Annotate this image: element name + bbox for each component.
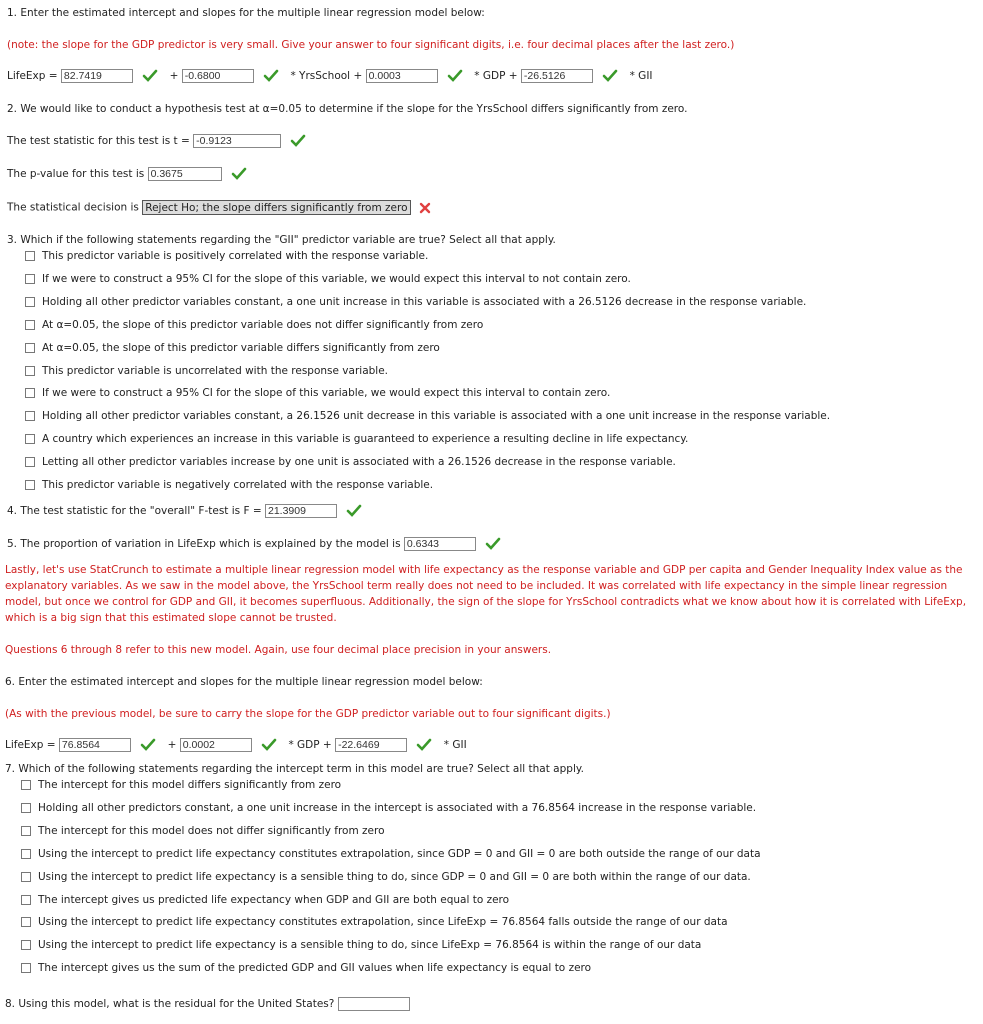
q7-option xyxy=(21,961,591,975)
q3-option-checkbox[interactable] xyxy=(25,480,35,490)
q1-gii-slope-input[interactable]: -26.5126 xyxy=(521,69,593,83)
q7-option-label: Using the intercept to predict life expectancy constitutes extrapolation, since GDP = 0 and GII = 0 are both outside the range of our data xyxy=(38,847,761,860)
q3-option xyxy=(25,341,440,355)
q2-p-input[interactable]: 0.3675 xyxy=(148,167,222,181)
q7-option xyxy=(21,847,761,861)
q6-gdp-slope-input[interactable]: 0.0002 xyxy=(180,738,252,752)
q7-option-checkbox[interactable] xyxy=(21,917,31,927)
q7-option-checkbox[interactable] xyxy=(21,872,31,882)
q3-option xyxy=(25,272,631,286)
check-icon xyxy=(263,69,279,83)
q3-option-checkbox[interactable] xyxy=(25,388,35,398)
q3-option-label: If we were to construct a 95% CI for the slope of this variable, we would expect this interval to contain zero. xyxy=(42,387,611,400)
q7-option-label: Using the intercept to predict life expectancy constitutes extrapolation, since LifeExp = 76.8564 falls outside the range of our data xyxy=(38,916,728,929)
q7-option-checkbox[interactable] xyxy=(21,940,31,950)
check-icon xyxy=(602,69,618,83)
q6-intercept-input[interactable]: 76.8564 xyxy=(59,738,131,752)
q2-t-row xyxy=(7,134,314,148)
q7-option xyxy=(21,893,509,907)
q3-option-checkbox[interactable] xyxy=(25,366,35,376)
q7-option xyxy=(21,824,385,838)
check-icon xyxy=(346,504,362,518)
q2-p-label: The p-value for this test is xyxy=(7,168,145,180)
check-icon xyxy=(261,738,277,752)
q3-option-checkbox[interactable] xyxy=(25,434,35,444)
q7-title: 7. Which of the following statements regarding the intercept term in this model are true? Select all that apply. xyxy=(5,763,584,775)
q5-r2-input[interactable]: 0.6343 xyxy=(404,537,476,551)
q5-label: 5. The proportion of variation in LifeExp which is explained by the model is xyxy=(7,538,401,550)
q3-option-label: This predictor variable is negatively correlated with the response variable. xyxy=(42,479,434,491)
q3-option-label: At α=0.05, the slope of this predictor variable differs significantly from zero xyxy=(42,341,440,354)
q3-option xyxy=(25,318,483,332)
q6-note: (As with the previous model, be sure to carry the slope for the GDP predictor variable out to four significant digits.) xyxy=(5,708,611,720)
q8-label: 8. Using this model, what is the residual for the United States? xyxy=(5,998,335,1010)
q2-p-row xyxy=(7,167,255,181)
q1-intercept-input[interactable]: 82.7419 xyxy=(61,69,133,83)
check-icon xyxy=(142,69,158,83)
q3-option-checkbox[interactable] xyxy=(25,251,35,261)
instruction-questions-6-8: Questions 6 through 8 refer to this new model. Again, use four decimal place precision in your answers. xyxy=(5,644,552,656)
q3-option-label: Letting all other predictor variables increase by one unit is associated with a 26.1526 decrease in the response variable. xyxy=(42,456,676,469)
q2-decision-row xyxy=(7,200,432,215)
q3-option xyxy=(25,478,433,492)
q3-option xyxy=(25,249,428,263)
q7-option-checkbox[interactable] xyxy=(21,963,31,973)
q6-gii-slope-input[interactable]: -22.6469 xyxy=(335,738,407,752)
q7-option-label: The intercept gives us predicted life expectancy when GDP and GII are both equal to zero xyxy=(38,893,510,906)
q1-term-gdp: * GDP + xyxy=(474,70,518,82)
q3-option-checkbox[interactable] xyxy=(25,343,35,353)
q7-option-label: The intercept for this model does not differ significantly from zero xyxy=(38,824,385,837)
q3-option xyxy=(25,455,676,469)
q2-title: 2. We would like to conduct a hypothesis test at α=0.05 to determine if the slope for the YrsSchool differs significantly from zero. xyxy=(7,103,688,115)
q1-equation xyxy=(7,69,653,83)
q3-option-label: At α=0.05, the slope of this predictor variable does not differ significantly from zero xyxy=(42,318,484,331)
q8-row xyxy=(5,997,410,1011)
q1-note: (note: the slope for the GDP predictor is very small. Give your answer to four significant digits, i.e. four decimal places after the last zero.) xyxy=(7,39,735,51)
check-icon xyxy=(485,537,501,551)
q1-term-gii: * GII xyxy=(629,70,653,82)
q1-plus: + xyxy=(169,70,179,82)
q7-option-label: Using the intercept to predict life expectancy is a sensible thing to do, since GDP = 0 and GII = 0 are both within the range of our data. xyxy=(38,870,751,883)
q6-plus: + xyxy=(167,739,177,751)
q2-decision-label: The statistical decision is xyxy=(7,201,139,214)
q3-option-label: This predictor variable is uncorrelated with the response variable. xyxy=(42,364,389,377)
q3-option xyxy=(25,432,688,446)
q1-gdp-slope-input[interactable]: 0.0003 xyxy=(366,69,438,83)
q7-option-label: The intercept gives us the sum of the predicted GDP and GII values when life expectancy is equal to zero xyxy=(38,962,592,975)
q7-option-checkbox[interactable] xyxy=(21,780,31,790)
q4-row xyxy=(7,504,370,518)
x-icon xyxy=(418,201,432,215)
check-icon xyxy=(416,738,432,752)
q4-label: 4. The test statistic for the "overall" F-test is F = xyxy=(7,505,262,517)
q3-option-checkbox[interactable] xyxy=(25,297,35,307)
q3-option-checkbox[interactable] xyxy=(25,320,35,330)
q3-title: 3. Which if the following statements regarding the "GII" predictor variable are true? Select all that apply. xyxy=(7,234,556,246)
q3-option-checkbox[interactable] xyxy=(25,411,35,421)
q2-t-label: The test statistic for this test is t = xyxy=(7,135,190,147)
q6-lhs: LifeExp = xyxy=(5,739,56,751)
check-icon xyxy=(231,167,247,181)
q7-option xyxy=(21,938,701,952)
q6-title: 6. Enter the estimated intercept and slopes for the multiple linear regression model below: xyxy=(5,676,483,688)
q4-f-input[interactable]: 21.3909 xyxy=(265,504,337,518)
q7-option-checkbox[interactable] xyxy=(21,803,31,813)
q3-option xyxy=(25,386,610,400)
q3-option-checkbox[interactable] xyxy=(25,457,35,467)
q3-option xyxy=(25,409,830,423)
q8-residual-input[interactable] xyxy=(338,997,410,1011)
q3-option-label: A country which experiences an increase in this variable is guaranteed to experience a resulting decline in life expectancy. xyxy=(42,433,689,446)
q6-term-gdp: * GDP + xyxy=(288,739,332,751)
q7-option xyxy=(21,915,728,929)
q2-t-input[interactable]: -0.9123 xyxy=(193,134,281,148)
q3-option xyxy=(25,364,388,378)
q3-option-label: Holding all other predictor variables constant, a 26.1526 unit decrease in this variable is associated with a one unit increase in the response variable. xyxy=(42,410,831,423)
q3-option-label: If we were to construct a 95% CI for the slope of this variable, we would expect this interval to not contain zero. xyxy=(42,272,631,285)
q7-option-checkbox[interactable] xyxy=(21,826,31,836)
q7-option-label: The intercept for this model differs significantly from zero xyxy=(38,779,342,791)
q7-option-label: Holding all other predictors constant, a one unit increase in the intercept is associated with a 76.8564 increase in the response variable. xyxy=(38,801,757,814)
q2-decision-select[interactable]: Reject Ho; the slope differs significantly from zero xyxy=(142,200,410,215)
q7-option-label: Using the intercept to predict life expectancy is a sensible thing to do, since LifeExp = 76.8564 is within the range of our data xyxy=(38,939,702,952)
q3-option-label: Holding all other predictor variables constant, a one unit increase in this variable is associated with a 26.5126 decrease in the response variable. xyxy=(42,295,807,308)
instruction-paragraph: Lastly, let's use StatCrunch to estimate a multiple linear regression model with life expectancy as the response variable and GDP per capita and Gender Inequality Index value as the explanatory variables. As we saw in the model above, the YrsSchool term really does not need to be included. It was correlated with life expectancy in the simple linear regression model, but once we control for GDP and GII, it becomes superfluous. Additionally, the sign of the slope for YrsSchool contradicts what we know about how it is correlated with LifeExp, which is a big sign that this estimated slope cannot be trusted. xyxy=(5,564,967,624)
q7-option xyxy=(21,778,341,792)
check-icon xyxy=(447,69,463,83)
check-icon xyxy=(290,134,306,148)
q5-row xyxy=(7,537,509,551)
q7-option xyxy=(21,870,751,884)
q1-term-yrsschool: * YrsSchool + xyxy=(290,70,363,82)
q6-equation xyxy=(5,738,467,752)
check-icon xyxy=(140,738,156,752)
q7-option xyxy=(21,801,756,815)
q6-term-gii: * GII xyxy=(443,739,467,751)
q1-lhs: LifeExp = xyxy=(7,70,58,82)
q7-option-checkbox[interactable] xyxy=(21,849,31,859)
q1-yrsschool-slope-input[interactable]: -0.6800 xyxy=(182,69,254,83)
q3-option xyxy=(25,295,806,309)
q3-option-label: This predictor variable is positively correlated with the response variable. xyxy=(42,250,429,262)
q7-option-checkbox[interactable] xyxy=(21,895,31,905)
q3-option-checkbox[interactable] xyxy=(25,274,35,284)
q1-title: 1. Enter the estimated intercept and slopes for the multiple linear regression model below: xyxy=(7,7,485,19)
